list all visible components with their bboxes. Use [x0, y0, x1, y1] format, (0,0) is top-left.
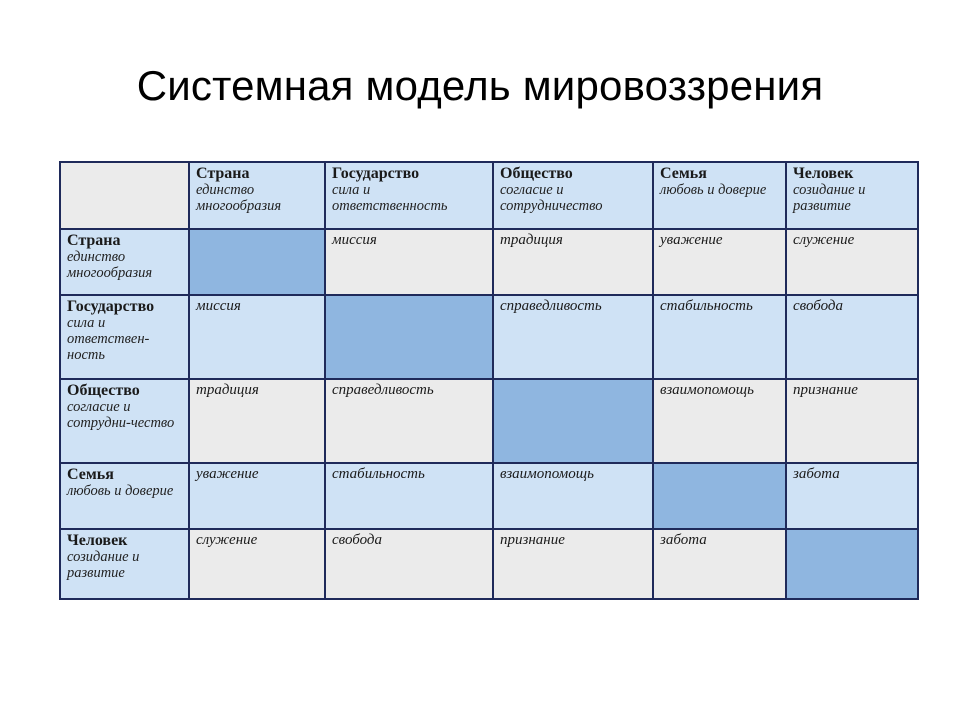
row-subtitle: согласие и сотрудни-чество — [67, 399, 175, 431]
table-cell: миссия — [325, 229, 493, 295]
table-cell: забота — [653, 529, 786, 599]
table-cell: миссия — [189, 295, 325, 379]
table-cell: справедливость — [493, 295, 653, 379]
table-cell: служение — [189, 529, 325, 599]
row-header — [60, 529, 189, 599]
diagonal-cell — [653, 463, 786, 529]
diagonal-cell — [325, 295, 493, 379]
table-row — [60, 379, 918, 463]
diagonal-cell — [189, 229, 325, 295]
column-header — [189, 162, 325, 229]
table-cell: традиция — [493, 229, 653, 295]
column-name: Общество — [500, 165, 573, 182]
table-row — [60, 529, 918, 599]
table-cell: взаимопомощь — [653, 379, 786, 463]
row-header — [60, 379, 189, 463]
row-header — [60, 229, 189, 295]
table-cell: взаимопомощь — [493, 463, 653, 529]
column-subtitle: согласие и сотрудничество — [500, 182, 603, 214]
table-cell: стабильность — [653, 295, 786, 379]
table-cell: забота — [786, 463, 918, 529]
corner-cell — [60, 162, 189, 229]
column-header — [493, 162, 653, 229]
row-name: Страна — [67, 232, 121, 249]
column-header — [786, 162, 918, 229]
table-cell: справедливость — [325, 379, 493, 463]
row-header — [60, 463, 189, 529]
row-subtitle: сила и ответствен-ность — [67, 315, 150, 363]
row-subtitle: любовь и доверие — [67, 483, 174, 499]
column-subtitle: созидание и развитие — [793, 182, 866, 214]
diagonal-cell — [493, 379, 653, 463]
column-subtitle: сила и ответственность — [332, 182, 448, 214]
diagonal-cell — [786, 529, 918, 599]
row-subtitle: созидание и развитие — [67, 549, 140, 581]
slide-title: Системная модель мировоззрения — [136, 62, 824, 109]
row-subtitle: единство многообразия — [67, 249, 153, 281]
column-header — [653, 162, 786, 229]
row-name: Общество — [67, 382, 140, 399]
column-name: Страна — [196, 165, 250, 182]
column-name: Семья — [660, 165, 707, 182]
table-cell: служение — [786, 229, 918, 295]
column-header — [325, 162, 493, 229]
table-cell: свобода — [325, 529, 493, 599]
table-cell: уважение — [189, 463, 325, 529]
row-name: Семья — [67, 466, 114, 483]
column-subtitle: любовь и доверие — [660, 182, 767, 198]
row-header — [60, 295, 189, 379]
column-subtitle: единство многообразия — [196, 182, 282, 214]
table-cell: уважение — [653, 229, 786, 295]
table-row — [60, 463, 918, 529]
table-cell: традиция — [189, 379, 325, 463]
table-cell: признание — [493, 529, 653, 599]
table-row — [60, 229, 918, 295]
worldview-matrix — [59, 161, 919, 600]
column-name: Человек — [793, 165, 854, 182]
row-name: Государство — [67, 298, 155, 315]
row-name: Человек — [67, 532, 128, 549]
header-row — [60, 162, 918, 229]
table-cell: свобода — [786, 295, 918, 379]
column-name: Государство — [332, 165, 420, 182]
table-cell: признание — [786, 379, 918, 463]
table-row — [60, 295, 918, 379]
table-cell: стабильность — [325, 463, 493, 529]
